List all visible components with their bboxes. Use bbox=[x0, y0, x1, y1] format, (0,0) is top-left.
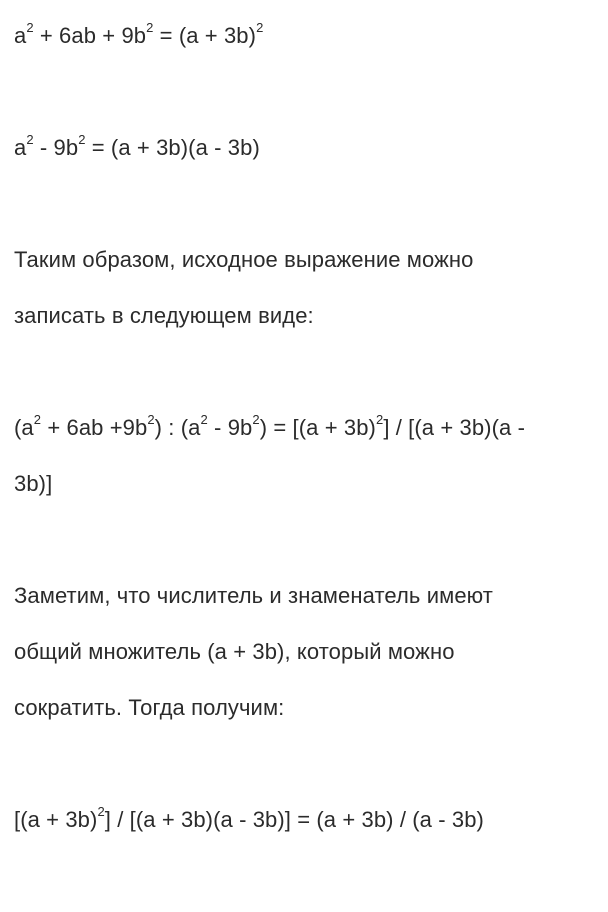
spacer bbox=[14, 512, 588, 568]
spacer bbox=[14, 736, 588, 792]
formula-division-line-2: 3b)] bbox=[14, 471, 53, 496]
formula-result: $[(a + 3b)^2] / [(a + 3b)(a - 3b)] = (a + 3b) / (a - 3b)$ bbox=[14, 803, 484, 832]
text-paragraph-2-line-3: сократить. Тогда получим: bbox=[14, 695, 285, 720]
formula-difference-of-squares: $a^2 - 9b^2 = (a + 3b)(a - 3b)$ bbox=[14, 131, 260, 160]
text-paragraph-2-line-1: Заметим, что числитель и знаменатель имеют bbox=[14, 583, 493, 608]
formula-division-line-1: $(a^2 + 6ab +9b^2)$ : $(a^2 - 9b^2) = [(a + 3b)^2] / [(a + 3b)(a$ - bbox=[14, 411, 526, 440]
spacer bbox=[14, 344, 588, 400]
text-paragraph-1-line-2: записать в следующем виде: bbox=[14, 303, 314, 328]
text-paragraph-1-line-1: Таким образом, исходное выражение можно bbox=[14, 247, 474, 272]
spacer bbox=[14, 64, 588, 120]
formula-square-sum: $a^2 + 6ab + 9b^2 = (a + 3b)^2$ bbox=[14, 19, 264, 48]
text-paragraph-2-line-2: общий множитель (a + 3b), который можно bbox=[14, 639, 455, 664]
spacer bbox=[14, 176, 588, 232]
